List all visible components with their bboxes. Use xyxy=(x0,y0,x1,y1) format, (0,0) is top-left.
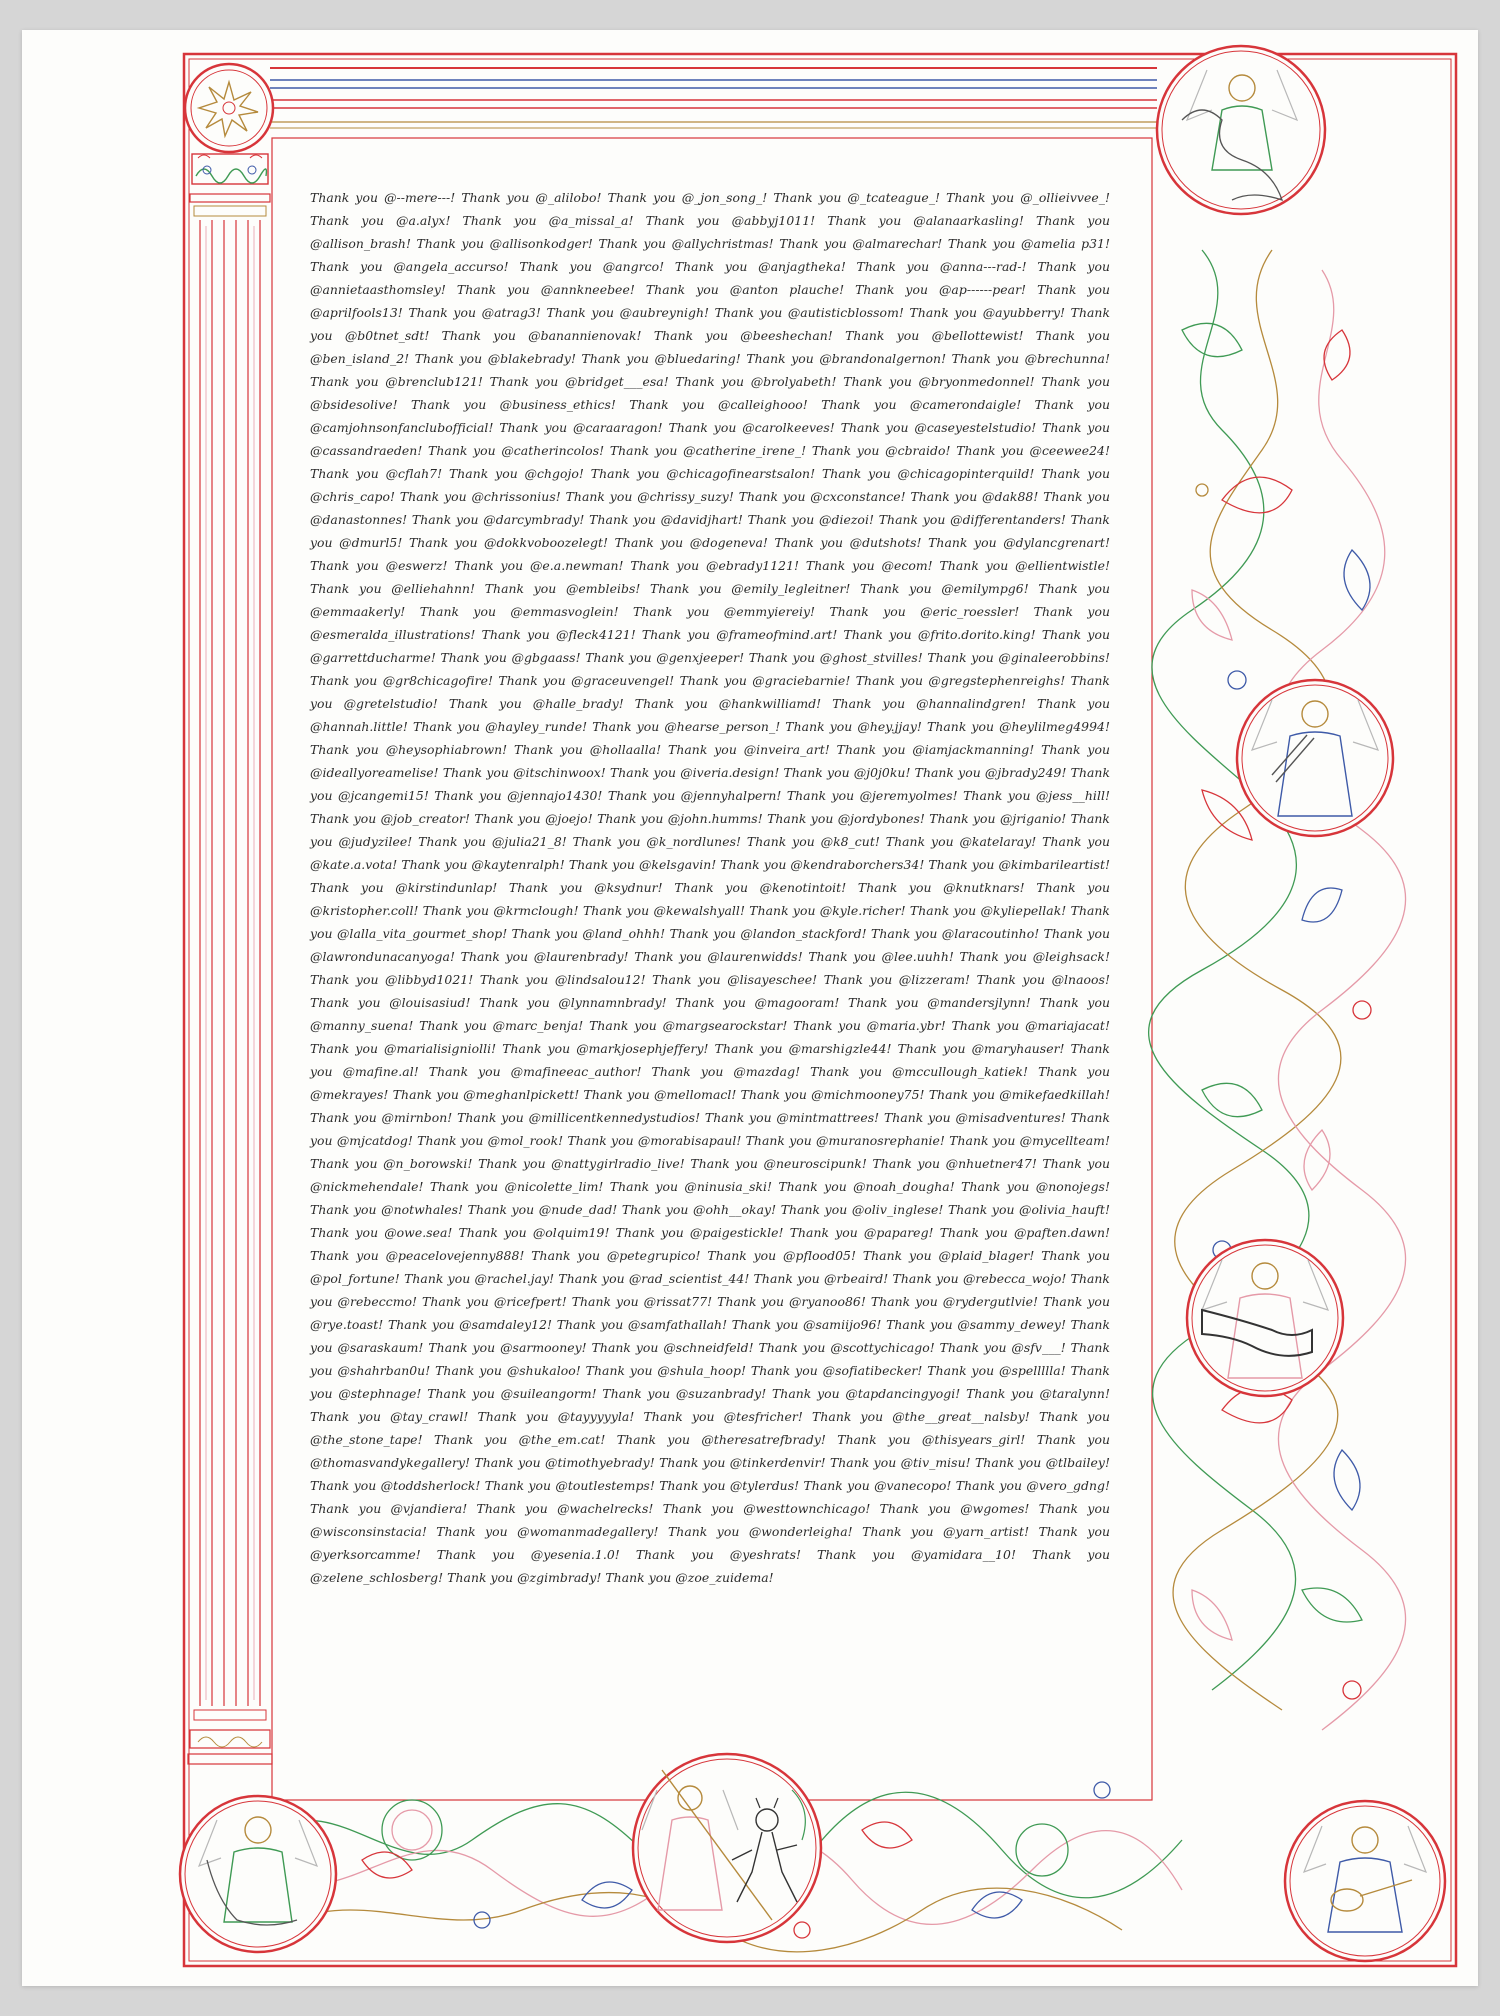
thank-you-entry: Thank you @olivia_hauft! xyxy=(947,1202,1110,1217)
thank-you-entry: Thank you @autisticblossom! xyxy=(714,305,910,320)
thank-you-entry: Thank you @darcymbrady! xyxy=(411,512,590,527)
thank-you-entry: Thank you @tinkerdenvir! xyxy=(659,1455,830,1470)
thank-you-entry: Thank you @stephnage! xyxy=(310,1363,1110,1401)
thank-you-entry: Thank you @plaid_blager! xyxy=(862,1248,1042,1263)
thank-you-entry: Thank you @sarmooney! xyxy=(428,1340,592,1355)
thank-you-entry: Thank you @rissat77! xyxy=(571,1294,718,1309)
thank-you-entry: Thank you @ayubberry! xyxy=(909,305,1071,320)
thank-you-entry: Thank you @markjosephjeffery! xyxy=(502,1041,715,1056)
thank-you-entry: Thank you @mariajacat! xyxy=(951,1018,1110,1033)
thank-you-entry: Thank you @nude_dad! xyxy=(467,1202,622,1217)
thank-you-entry: Thank you @lizzeram! xyxy=(823,972,977,987)
thank-you-entry: Thank you @genxjeeper! xyxy=(585,650,749,665)
thank-you-entry: Thank you @tapdancingyogi! xyxy=(771,1386,967,1401)
thank-you-entry: Thank you @frito.dorito.king! xyxy=(843,627,1042,642)
thank-you-entry: Thank you @cxconstance! xyxy=(738,489,911,504)
thank-you-entry: Thank you @chrissonius! xyxy=(399,489,566,504)
thank-you-entry: Thank you @mazdag! xyxy=(651,1064,811,1079)
thank-you-entry: Thank you @hayley_runde! xyxy=(413,719,593,734)
thank-you-entry: Thank you @krmclough! xyxy=(422,903,583,918)
top-entablature xyxy=(270,68,1157,128)
thank-you-entry: Thank you @heylilmeg4994! xyxy=(927,719,1110,734)
thank-you-entry: Thank you @lalla_vita_gourmet_shop! xyxy=(310,903,1110,941)
thank-you-entry: Thank you @jriganio! xyxy=(929,811,1071,826)
thank-you-entry: Thank you @the__great__nalsby! xyxy=(812,1409,1039,1424)
thank-you-entry: Thank you @a.alyx! xyxy=(310,213,463,228)
thank-you-entry: Thank you @dylancgrenart! xyxy=(928,535,1110,550)
thank-you-entry: Thank you @landon_stackford! xyxy=(669,926,872,941)
thank-you-entry: Thank you @halle_brady! xyxy=(448,696,635,711)
thank-you-entry: Thank you @zoe_zuidema! xyxy=(605,1570,774,1585)
thank-you-entry: Thank you @graceuvengel! xyxy=(498,673,680,688)
thank-you-entry: Thank you @thomasvandykegallery! xyxy=(310,1432,1110,1470)
thank-you-entry: Thank you @--mere---! xyxy=(310,190,462,205)
thank-you-entry: Thank you @abbyj1011! xyxy=(645,213,828,228)
thank-you-entry: Thank you @k8_cut! xyxy=(746,834,886,849)
thank-you-entry: Thank you @ohh__okay! xyxy=(621,1202,781,1217)
thank-you-entry: Thank you @brechunna! xyxy=(951,351,1110,366)
thank-you-entry: Thank you @sfv___! xyxy=(939,1340,1071,1355)
thank-you-entry: Thank you @morabisapaul! xyxy=(567,1133,746,1148)
thank-you-entry: Thank you @lynnamnbrady! xyxy=(479,995,676,1010)
thank-you-entry: Thank you @saraskaum! xyxy=(310,1317,1111,1355)
thank-you-entry: Thank you @calleighooo! xyxy=(629,397,822,412)
thank-you-entry: Thank you @zgimbrady! xyxy=(447,1570,606,1585)
thank-you-entry: Thank you @cbraido! xyxy=(811,443,957,458)
thank-you-entry: Thank you @emmaakerly! xyxy=(310,581,1111,619)
thank-you-entry: Thank you @wonderleigha! xyxy=(667,1524,863,1539)
thank-you-entry: Thank you @kyliepellak! xyxy=(909,903,1071,918)
thank-you-entry: Thank you @ben_island_2! xyxy=(310,328,1111,366)
thank-you-entry: Thank you @noah_dougha! xyxy=(778,1179,962,1194)
thank-you-entry: Thank you @wisconsinstacia! xyxy=(310,1501,1111,1539)
thank-you-entry: Thank you @allychristmas! xyxy=(598,236,780,251)
thank-you-entry: Thank you @a_missal_a! xyxy=(462,213,646,228)
thank-you-entry: Thank you @camerondaigle! xyxy=(821,397,1035,412)
thank-you-entry: Thank you @peacelovejenny888! xyxy=(310,1248,532,1263)
thank-you-entry: Thank you @rye.toast! xyxy=(310,1294,1110,1332)
thank-you-entry: Thank you @rad_scientist_44! xyxy=(558,1271,754,1286)
thank-you-entry: Thank you @paften.dawn! xyxy=(939,1225,1111,1240)
thank-you-entry: Thank you @aubreynigh! xyxy=(546,305,715,320)
thank-you-entry: Thank you @diezoi! xyxy=(747,512,879,527)
thank-you-entry: Thank you @garrettducharme! xyxy=(310,627,1110,665)
angel-writing-medallion xyxy=(180,1796,336,1952)
thank-you-entry: Thank you @nickmehendale! xyxy=(310,1156,1111,1194)
thank-you-entry: Thank you @cassandraeden! xyxy=(310,420,1110,458)
thank-you-entry: Thank you @emmyiereiy! xyxy=(633,604,830,619)
thank-you-entry: Thank you @notwhales! xyxy=(310,1202,468,1217)
thank-you-entry: Thank you @maria.ybr! xyxy=(793,1018,952,1033)
thank-you-entry: Thank you @papareg! xyxy=(789,1225,940,1240)
thank-you-entry: Thank you @nicolette_lim! xyxy=(429,1179,610,1194)
thank-you-entry: Thank you @hey.jjay! xyxy=(785,719,928,734)
thank-you-entry: Thank you @millicentkennedystudios! xyxy=(457,1110,705,1125)
thank-you-entry: Thank you @gr8chicagofire! xyxy=(310,673,499,688)
thank-you-entry: Thank you @catherincolos! xyxy=(428,443,610,458)
thank-you-entry: Thank you @_jon_song_! xyxy=(607,190,774,205)
thank-you-entry: Thank you @ecom! xyxy=(805,558,940,573)
thank-you-entry: Thank you @tiv_misu! xyxy=(829,1455,975,1470)
thank-you-entry: Thank you @mol_rook! xyxy=(417,1133,568,1148)
thank-you-entry: Thank you @marc_benja! xyxy=(419,1018,590,1033)
thank-you-entry: Thank you @angela_accurso! xyxy=(310,259,520,274)
thank-you-entry: Thank you @alanaarkasling! xyxy=(827,213,1036,228)
thank-you-entry: Thank you @eric_roessler! xyxy=(829,604,1034,619)
thank-you-entry: Thank you @fleck4121! xyxy=(481,627,642,642)
angel-scroll-medallion xyxy=(1157,46,1325,214)
column-base xyxy=(188,1710,272,1764)
thank-you-entry: Thank you @ginaleerobbins! xyxy=(927,650,1110,665)
thank-you-entry: Thank you @chicagofinearstsalon! xyxy=(590,466,822,481)
thank-you-entry: Thank you @westtownchicago! xyxy=(662,1501,880,1516)
thank-you-entry: Thank you @mycellteam! xyxy=(949,1133,1110,1148)
thank-you-entry: Thank you @cflah7! xyxy=(310,466,449,481)
thank-you-entry: Thank you @kendraborchers34! xyxy=(720,857,929,872)
thank-you-entry: Thank you @margsearockstar! xyxy=(589,1018,794,1033)
thank-you-entry: Thank you @zelene_schlosberg! xyxy=(310,1547,1110,1585)
thank-you-entry: Thank you @kirstindunlap! xyxy=(310,880,509,895)
thank-you-entry: Thank you @john.humms! xyxy=(597,811,768,826)
thank-you-entry: Thank you @itschinwoox! xyxy=(442,765,610,780)
angel-lute-medallion xyxy=(1285,1801,1445,1961)
thank-you-entry: Thank you @_tcateague_! xyxy=(773,190,947,205)
thank-you-entry: Thank you @chgojo! xyxy=(448,466,591,481)
thank-you-entry: Thank you @tayyyyyla! xyxy=(477,1409,644,1424)
thank-you-entry: Thank you @j0j0ku! xyxy=(783,765,915,780)
thank-you-entry: Thank you @banannienovak! xyxy=(441,328,654,343)
thank-you-entry: Thank you @misadventures! xyxy=(883,1110,1071,1125)
thank-you-entry: Thank you @the_stone_tape! xyxy=(310,1409,1111,1447)
thank-you-entry: Thank you @kimbarileartist! xyxy=(928,857,1111,872)
thank-you-entry: Thank you @ryanoo86! xyxy=(717,1294,871,1309)
thank-you-entry: Thank you @muranosrephanie! xyxy=(745,1133,950,1148)
thank-you-entry: Thank you @sofiatibecker! xyxy=(750,1363,928,1378)
thank-you-entry: Thank you @hannah.little! xyxy=(310,696,1110,734)
thank-you-entry: Thank you @anton plauche! xyxy=(645,282,856,297)
thank-you-entry: Thank you @bridget___esa! xyxy=(489,374,676,389)
thank-you-entry: Thank you @kewalshyall! xyxy=(582,903,750,918)
thank-you-entry: Thank you @iveria.design! xyxy=(609,765,784,780)
thank-you-entry: Thank you @ricefpert! xyxy=(422,1294,572,1309)
thank-you-entry: Thank you @nonojegs! xyxy=(961,1179,1110,1194)
thank-you-entry: Thank you @iamjackmanning! xyxy=(836,742,1042,757)
thank-you-entry: Thank you @ceewee24! xyxy=(956,443,1111,458)
thank-you-entry: Thank you @vero_gdng! xyxy=(955,1478,1111,1493)
thank-you-entry: Thank you @the_em.cat! xyxy=(433,1432,617,1447)
thank-you-entry: Thank you @atrag3! xyxy=(408,305,547,320)
thank-you-entry: Thank you @allisonkodger! xyxy=(416,236,599,251)
thank-you-entry: Thank you @emily_legleitner! xyxy=(650,581,861,596)
thank-you-entry: Thank you @mirnbon! xyxy=(310,1110,458,1125)
thank-you-entry: Thank you @hannalindgren! xyxy=(832,696,1038,711)
thank-you-entry: Thank you @louisasiud! xyxy=(310,995,480,1010)
thank-you-entry: Thank you @shula_hoop! xyxy=(585,1363,751,1378)
thank-you-entry: Thank you @pol_fortune! xyxy=(310,1248,1110,1286)
thank-you-entry: Thank you @mikefaedkillah! xyxy=(928,1087,1110,1102)
thank-you-entry: Thank you @gretelstudio! xyxy=(310,673,1110,711)
thank-you-entry: Thank you @laurenbrady! xyxy=(460,949,635,964)
thank-you-entry: Thank you @kaytenralph! xyxy=(401,857,569,872)
thank-you-entry: Thank you @business_ethics! xyxy=(410,397,630,412)
thank-you-entry: Thank you @ebrady1121! xyxy=(630,558,806,573)
thank-you-entry: Thank you @emilympg6! xyxy=(860,581,1039,596)
thank-you-entry: Thank you @esmeralda_illustrations! xyxy=(310,604,1111,642)
thank-you-entry: Thank you @samdaley12! xyxy=(387,1317,557,1332)
thank-you-entry: Thank you @dmurl5! xyxy=(310,512,1110,550)
thank-you-entry: Thank you @ksydnur! xyxy=(508,880,675,895)
column-shaft xyxy=(200,220,260,1706)
thank-you-entry: Thank you @bryonmedonnel! xyxy=(843,374,1042,389)
thank-you-entry: Thank you @manny_suena! xyxy=(310,995,1110,1033)
thank-you-entry: Thank you @samiijo96! xyxy=(731,1317,887,1332)
star-medallion xyxy=(185,64,273,152)
thank-you-entry: Thank you @thisyears_girl! xyxy=(837,1432,1037,1447)
thank-you-entry: Thank you @camjohnsonfanclubofficial! xyxy=(310,397,1110,435)
thank-you-entry: Thank you @carolkeeves! xyxy=(668,420,841,435)
thank-you-entry: Thank you @rebecca_wojo! xyxy=(892,1271,1071,1286)
thank-you-entry: Thank you @brenclub121! xyxy=(310,374,490,389)
thank-you-entry: Thank you @lawrondunacanyoga! xyxy=(310,926,1110,964)
thank-you-entry: Thank you @kelsgavin! xyxy=(568,857,721,872)
thank-you-entry: Thank you @annkneebee! xyxy=(456,282,646,297)
thank-you-entry: Thank you @leighsack! xyxy=(959,949,1110,964)
thank-you-entry: Thank you @mjcatdog! xyxy=(310,1110,1111,1148)
thank-you-entry: Thank you @wgomes! xyxy=(879,1501,1039,1516)
thank-you-entry: Thank you @mccullough_katiek! xyxy=(810,1064,1039,1079)
thank-you-entry: Thank you @chicagopinterquild! xyxy=(821,466,1042,481)
thank-you-entry: Thank you @bluedaring! xyxy=(581,351,747,366)
thank-you-entry: Thank you @schneidfeld! xyxy=(591,1340,759,1355)
thank-you-entry: Thank you @ninusia_ski! xyxy=(609,1179,779,1194)
thank-you-entry: Thank you @marshigzle44! xyxy=(714,1041,898,1056)
thank-you-entry: Thank you @lee.uuhh! xyxy=(808,949,960,964)
thank-you-entry: Thank you @b0tnet_sdt! xyxy=(310,305,1111,343)
thank-you-entry: Thank you @emmasvoglein! xyxy=(419,604,634,619)
thank-you-entry: Thank you @knutknars! xyxy=(857,880,1037,895)
thank-you-entry: Thank you @owe.sea! xyxy=(310,1225,459,1240)
angel-devil-medallion xyxy=(633,1754,821,1942)
thank-you-entry: Thank you @yarn_artist! xyxy=(862,1524,1039,1539)
thank-you-entry: Thank you @anjagtheka! xyxy=(674,259,857,274)
thank-you-entry: Thank you @bellottewist! xyxy=(845,328,1036,343)
thank-you-entry: Thank you @nattygirlradio_live! xyxy=(478,1156,691,1171)
thank-you-entry: Thank you @kyle.richer! xyxy=(749,903,910,918)
thank-you-entry: Thank you @yerksorcamme! xyxy=(310,1524,1110,1562)
thank-you-entry: Thank you @anna---rad-! xyxy=(856,259,1038,274)
thank-you-entry: Thank you @land_ohhh! xyxy=(511,926,670,941)
angel-banner-medallion xyxy=(1187,1240,1343,1396)
thank-you-entry: Thank you @k_nordlunes! xyxy=(572,834,747,849)
thank-you-entry: Thank you @rydergutlvie! xyxy=(870,1294,1044,1309)
thank-you-entry: Thank you @yesenia.1.0! xyxy=(436,1547,636,1562)
thank-you-entry: Thank you @angrco! xyxy=(519,259,675,274)
thank-you-entry: Thank you @dutshots! xyxy=(774,535,929,550)
thank-you-entry: Thank you @elliehahnn! xyxy=(310,581,485,596)
thank-you-entry: Thank you @meghanlpickett! xyxy=(392,1087,584,1102)
thank-you-entry: Thank you @bsidesolive! xyxy=(310,374,1111,412)
thank-you-entry: Thank you @differentanders! xyxy=(878,512,1071,527)
thank-you-entry: Thank you @gbgaass! xyxy=(440,650,586,665)
thank-you-entry: Thank you @mandersjlynn! xyxy=(848,995,1040,1010)
thank-you-entry: Thank you @chris_capo! xyxy=(310,466,1111,504)
thank-you-entry: Thank you @pflood05! xyxy=(707,1248,863,1263)
thank-you-entry: Thank you @womanmadegallery! xyxy=(436,1524,668,1539)
thank-you-entry: Thank you @brandonalgernon! xyxy=(746,351,952,366)
thank-you-entry: Thank you @lindsalou12! xyxy=(479,972,653,987)
thank-you-entry: Thank you @rachel.jay! xyxy=(404,1271,559,1286)
thank-you-entry: Thank you @michmooney75! xyxy=(740,1087,929,1102)
thank-you-entry: Thank you @inveira_art! xyxy=(668,742,837,757)
thank-you-entry: Thank you @suileangorm! xyxy=(427,1386,603,1401)
thank-you-entry: Thank you @scottychicago! xyxy=(758,1340,940,1355)
thank-you-entry: Thank you @judyzilee! xyxy=(310,811,1110,849)
thank-you-entry: Thank you @ideallyoreamelise! xyxy=(310,742,1111,780)
thank-you-entry: Thank you @mellomacl! xyxy=(583,1087,741,1102)
thank-you-entry: Thank you @hearse_person_! xyxy=(592,719,786,734)
thank-you-entry: Thank you @neuroscipunk! xyxy=(690,1156,873,1171)
thank-you-entry: Thank you @jeremyolmes! xyxy=(786,788,964,803)
thank-you-entry: Thank you @jess__hill! xyxy=(963,788,1111,803)
thank-you-entry: Thank you @magooram! xyxy=(675,995,849,1010)
thank-you-entry: Thank you @danastonnes! xyxy=(310,489,1110,527)
thank-you-entry: Thank you @n_borowski! xyxy=(310,1156,479,1171)
thank-you-entry: Thank you @petegrupico! xyxy=(531,1248,708,1263)
thank-you-entry: Thank you @hankwilliamd! xyxy=(634,696,833,711)
column-capital xyxy=(190,154,270,216)
thank-you-entry: Thank you @chrissy_suzy! xyxy=(565,489,739,504)
thank-you-entry: Thank you @jcangemi15! xyxy=(310,765,1111,803)
thank-you-entry: Thank you @davidjhart! xyxy=(589,512,748,527)
thank-you-entry: Thank you @mekrayes! xyxy=(310,1064,1110,1102)
thank-you-entry: Thank you @joejo! xyxy=(474,811,598,826)
thank-you-entry: Thank you @nhuetner47! xyxy=(872,1156,1043,1171)
thank-you-entry: Thank you @jordybones! xyxy=(767,811,930,826)
thank-you-entry: Thank you @olquim19! xyxy=(458,1225,616,1240)
thank-you-entry: Thank you @marialisigniolli! xyxy=(310,1041,503,1056)
thank-you-entry: Thank you @mafineeac_author! xyxy=(428,1064,652,1079)
thank-you-entry: Thank you @jennajo1430! xyxy=(434,788,608,803)
thank-you-entry: Thank you @libbyd1021! xyxy=(310,972,480,987)
thank-you-entry: Thank you @tay_crawl! xyxy=(310,1409,478,1424)
thank-you-entry: Thank you @hollaalla! xyxy=(514,742,669,757)
thank-you-entry: Thank you @yeshrats! xyxy=(635,1547,818,1562)
thank-you-entry: Thank you @job_creator! xyxy=(310,811,475,826)
thank-you-entry: Thank you @laracoutinho! xyxy=(871,926,1044,941)
thank-you-entry: Thank you @yamidara__10! xyxy=(817,1547,1033,1562)
thank-you-entry: Thank you @jbrady249! xyxy=(914,765,1071,780)
thank-you-entry: Thank you @jennyhalpern! xyxy=(607,788,787,803)
thank-you-entry: Thank you @toutlestemps! xyxy=(484,1478,660,1493)
thank-you-entry: Thank you @amelia p31! xyxy=(947,236,1110,251)
thank-you-entry: Thank you @eswerz! xyxy=(310,558,455,573)
angel-pipes-medallion xyxy=(1237,680,1393,836)
thank-you-entry: Thank you @caseyestelstudio! xyxy=(840,420,1043,435)
thank-you-entry: Thank you @vjandiera! xyxy=(310,1501,477,1516)
thank-you-entry: Thank you @aprilfools13! xyxy=(310,282,1110,320)
thank-you-letter xyxy=(310,186,1110,1589)
thank-you-entry: Thank you @samfathallah! xyxy=(556,1317,732,1332)
thank-you-entry: Thank you @almarechar! xyxy=(779,236,948,251)
thank-you-entry: Thank you @rbeaird! xyxy=(753,1271,893,1286)
thank-you-entry: Thank you @vanecopo! xyxy=(803,1478,956,1493)
thank-you-entry: Thank you @tesfricher! xyxy=(643,1409,813,1424)
thank-you-entry: Thank you @catherine_irene_! xyxy=(609,443,812,458)
thank-you-entry: Thank you @kristopher.coll! xyxy=(310,880,1110,918)
thank-you-entry: Thank you @blakebrady! xyxy=(414,351,582,366)
thank-you-entry: Thank you @toddsherlock! xyxy=(310,1478,485,1493)
thank-you-entry: Thank you @heysophiabrown! xyxy=(310,742,515,757)
thank-you-entry: Thank you @beeshechan! xyxy=(653,328,846,343)
thank-you-entry: Thank you @shahrban0u! xyxy=(310,1340,1111,1378)
thank-you-entry: Thank you @dokkvoboozelegt! xyxy=(408,535,615,550)
thank-you-entry: Thank you @allison_brash! xyxy=(310,213,1111,251)
thank-you-entry: Thank you @graciebarnie! xyxy=(679,673,856,688)
thank-you-entry: Thank you @tylerdus! xyxy=(659,1478,804,1493)
thank-you-entry: Thank you @taralynn! xyxy=(966,1386,1110,1401)
thank-you-entry: Thank you @ap------pear! xyxy=(855,282,1038,297)
thank-you-entry: Thank you @mafine.al! xyxy=(310,1041,1110,1079)
thank-you-entry: Thank you @suzanbrady! xyxy=(602,1386,772,1401)
thank-you-entry: Thank you @annietaasthomsley! xyxy=(310,259,1110,297)
illuminated-page xyxy=(22,30,1478,1986)
thank-you-entry: Thank you @theresatrefbrady! xyxy=(616,1432,838,1447)
thank-you-entry: Thank you @_alilobo! xyxy=(461,190,608,205)
right-vine-border xyxy=(1149,250,1406,1730)
thank-you-entry: Thank you @_ollieivvee_! xyxy=(946,190,1110,205)
thank-you-entry: Thank you @lisayeschee! xyxy=(652,972,824,987)
thank-you-entry: Thank you @laurenwidds! xyxy=(634,949,809,964)
thank-you-entry: Thank you @gregstephenreighs! xyxy=(855,673,1071,688)
thank-you-entry: Thank you @brolyabeth! xyxy=(675,374,844,389)
thank-you-entry: Thank you @sammy_dewey! xyxy=(886,1317,1071,1332)
thank-you-entry: Thank you @ghost_stvilles! xyxy=(748,650,928,665)
thank-you-entry: Thank you @wachelrecks! xyxy=(476,1501,663,1516)
thank-you-entry: Thank you @rebeccmo! xyxy=(310,1271,1110,1309)
thank-you-entry: Thank you @dogeneva! xyxy=(614,535,775,550)
thank-you-entry: Thank you @mintmattrees! xyxy=(704,1110,884,1125)
thank-you-entry: Thank you @caraaragon! xyxy=(499,420,669,435)
thank-you-entry: Thank you @kenotintoit! xyxy=(674,880,858,895)
thank-you-entry: Thank you @spellllla! xyxy=(927,1363,1071,1378)
thank-you-entry: Thank you @oliv_inglese! xyxy=(780,1202,948,1217)
thank-you-entry: Thank you @julia21_8! xyxy=(418,834,573,849)
thank-you-entry: Thank you @embleibs! xyxy=(484,581,651,596)
thank-you-entry: Thank you @ellientwistle! xyxy=(939,558,1110,573)
thank-you-entry: Thank you @kate.a.vota! xyxy=(310,834,1110,872)
thank-you-entry: Thank you @maryhauser! xyxy=(897,1041,1071,1056)
thank-you-entry: Thank you @frameofmind.art! xyxy=(641,627,844,642)
thank-you-entry: Thank you @e.a.newman! xyxy=(454,558,631,573)
thank-you-entry: Thank you @katelaray! xyxy=(885,834,1043,849)
thank-you-entry: Thank you @dak88! xyxy=(910,489,1044,504)
thank-you-entry: Thank you @lnaoos! xyxy=(976,972,1110,987)
thank-you-entry: Thank you @paigestickle! xyxy=(615,1225,790,1240)
thank-you-entry: Thank you @tlbailey! xyxy=(974,1455,1111,1470)
thank-you-entry: Thank you @shukaloo! xyxy=(435,1363,586,1378)
thank-you-entry: Thank you @timothyebrady! xyxy=(474,1455,660,1470)
